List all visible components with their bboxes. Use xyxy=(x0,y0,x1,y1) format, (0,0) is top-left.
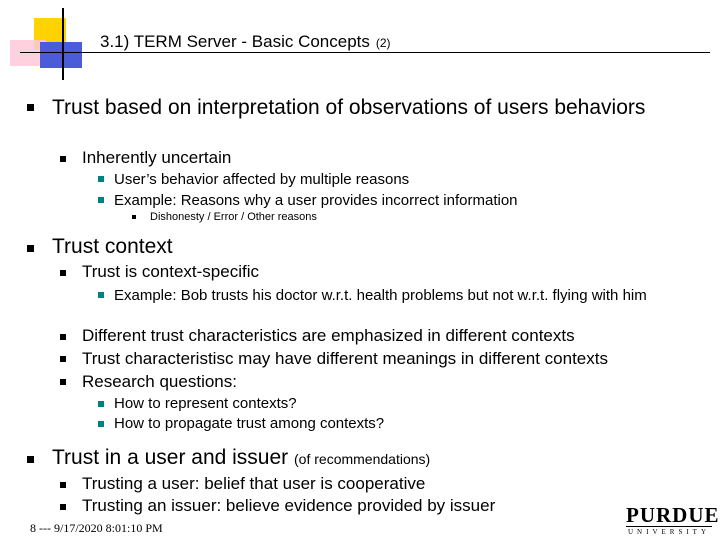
bullet-propagate-trust: How to propagate trust among contexts? xyxy=(114,415,385,432)
bullet-bob-example: Example: Bob trusts his doctor w.r.t. health problems but not w.r.t. flying with him xyxy=(114,287,647,304)
slide-title-text: 3.1) TERM Server - Basic Concepts xyxy=(100,32,370,51)
bullet-marker xyxy=(60,504,66,510)
bullet-context-specific: Trust is context-specific xyxy=(82,262,259,281)
slide-title-suffix: (2) xyxy=(375,36,391,50)
sub-bullet-marker xyxy=(98,421,104,427)
logo-main-text: PURDUE xyxy=(626,503,720,527)
decor-horizontal-line xyxy=(20,52,710,53)
bullet-marker xyxy=(60,270,66,276)
bullet-marker xyxy=(132,215,136,219)
bullet-marker xyxy=(27,456,34,463)
sub-bullet-marker xyxy=(98,176,104,182)
slide-title xyxy=(100,32,391,52)
bullet-user-behavior: User’s behavior affected by multiple reasons xyxy=(114,171,410,188)
purdue-logo xyxy=(626,503,720,536)
slide-footer: 8 --- 9/17/2020 8:01:10 PM xyxy=(30,521,163,535)
sub-bullet-marker xyxy=(98,401,104,407)
bullet-marker xyxy=(60,356,66,362)
bullet-trust-user-issuer-text: Trust in a user and issuer xyxy=(52,446,289,469)
bullet-trust-user-issuer-suffix: (of recommendations) xyxy=(294,451,431,467)
bullet-research-questions: Research questions: xyxy=(82,372,237,391)
bullet-different-characteristics: Different trust characteristics are emphasized in different contexts xyxy=(82,326,575,345)
bullet-marker xyxy=(27,245,34,252)
bullet-trusting-issuer: Trusting an issuer: believe evidence provided by issuer xyxy=(82,496,496,515)
bullet-trust-user-issuer xyxy=(52,446,430,470)
decor-blue-square xyxy=(40,42,82,68)
bullet-marker xyxy=(27,104,34,111)
logo-sub-text: UNIVERSITY xyxy=(628,528,710,536)
bullet-represent-contexts: How to represent contexts? xyxy=(114,395,297,412)
bullet-different-meanings: Trust characteristisc may have different meanings in different contexts xyxy=(82,349,608,368)
bullet-trust-context: Trust context xyxy=(52,235,173,258)
bullet-trust-observations: Trust based on interpretation of observations of users behaviors xyxy=(52,96,646,119)
bullet-marker xyxy=(60,156,66,162)
sub-bullet-marker xyxy=(98,197,104,203)
bullet-marker xyxy=(60,334,66,340)
bullet-dishonesty: Dishonesty / Error / Other reasons xyxy=(150,211,317,223)
bullet-trusting-user: Trusting a user: belief that user is cooperative xyxy=(82,474,426,493)
bullet-inherently-uncertain: Inherently uncertain xyxy=(82,148,232,167)
bullet-marker xyxy=(60,379,66,385)
sub-bullet-marker xyxy=(98,292,104,298)
bullet-marker xyxy=(60,482,66,488)
decor-vertical-line xyxy=(62,8,64,80)
bullet-example-reasons: Example: Reasons why a user provides incorrect information xyxy=(114,192,518,209)
